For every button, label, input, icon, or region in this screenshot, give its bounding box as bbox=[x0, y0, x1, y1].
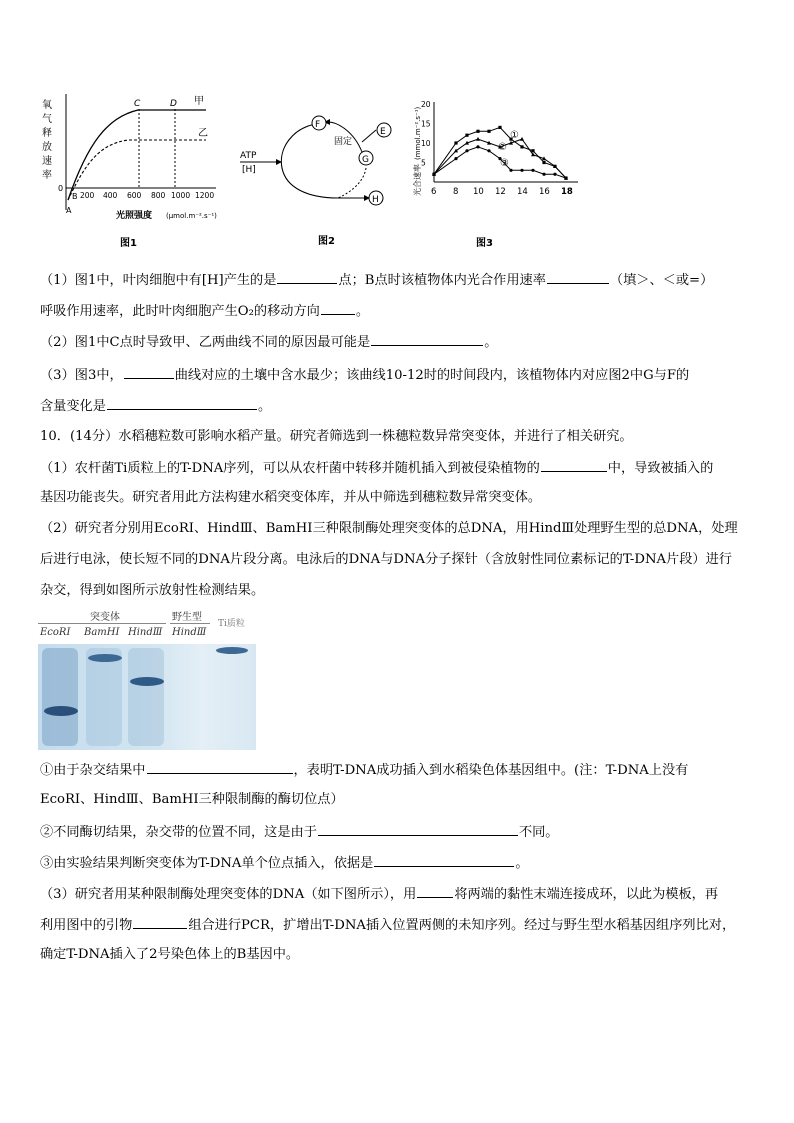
q9-text: 呼吸作用速率，此时叶肉细胞产生O₂的移动方向 bbox=[40, 304, 320, 319]
fig1-label-jia: 甲 bbox=[194, 96, 204, 107]
gel-lane3-label: HindⅢ bbox=[128, 627, 163, 638]
q10-intro: 10．(14分）水稻穗粒数可影响水稻产量。研究者筛选到一株穗粒数异常突变体，并进行了相关研究。 bbox=[40, 429, 633, 444]
fig3-xtick: 8 bbox=[453, 187, 459, 197]
q9-text: （3）图3中， bbox=[40, 368, 123, 383]
q10-s2-line3: 杂交，得到如图所示放射性检测结果。 bbox=[40, 583, 265, 598]
q10-a2-line bbox=[40, 822, 559, 842]
q9-text: 。 bbox=[484, 335, 498, 350]
fig3-xtick: 16 bbox=[539, 187, 550, 197]
fig3-ytick: 10 bbox=[421, 139, 431, 148]
fig1-xtick: 600 bbox=[127, 191, 142, 200]
fig3-ytick: 5 bbox=[421, 158, 426, 168]
q9-line-3 bbox=[40, 332, 497, 352]
fig3-point bbox=[487, 130, 490, 133]
fig1-xtick: 800 bbox=[151, 191, 166, 200]
q9-line-5 bbox=[40, 396, 271, 416]
q10-text: 利用图中的引物 bbox=[40, 918, 133, 933]
fig3-caption: 图3 bbox=[476, 238, 493, 249]
fig2-g: G bbox=[362, 155, 369, 165]
fig1-ylabel-6: 率 bbox=[42, 170, 52, 181]
answer-blank[interactable] bbox=[541, 458, 607, 472]
fig3-point bbox=[531, 169, 534, 172]
fig1-ylabel-4: 放 bbox=[42, 142, 52, 153]
fig1-ylabel bbox=[42, 98, 52, 181]
fig1-label-yi: 乙 bbox=[198, 128, 208, 139]
gel-lane3-smear bbox=[128, 648, 164, 746]
q10-s3-line1 bbox=[40, 884, 718, 904]
fig3-point bbox=[454, 157, 457, 160]
fig3-point bbox=[564, 177, 567, 180]
fig1-xunit: (μmol.m⁻².s⁻¹) bbox=[166, 212, 217, 220]
fig3-point bbox=[520, 145, 523, 148]
gel-lane4-label: HindⅢ bbox=[172, 627, 207, 638]
q9-text: 。 bbox=[355, 304, 370, 319]
answer-blank[interactable] bbox=[318, 822, 518, 836]
fig3-label-1: ① bbox=[510, 130, 519, 141]
gel-lane1-label: EcoRⅠ bbox=[40, 627, 71, 638]
answer-blank[interactable] bbox=[107, 396, 257, 410]
gel-wild-rule bbox=[170, 623, 210, 624]
fig2-h: [H] bbox=[242, 165, 256, 175]
gel-band-ecor1 bbox=[44, 706, 78, 716]
fig3-ylabel: 光合速率 bbox=[413, 164, 422, 196]
gel-band-bamh1 bbox=[88, 654, 122, 662]
q10-s3-line2 bbox=[40, 915, 735, 935]
fig1-point-a: A bbox=[66, 206, 72, 215]
fig1-ylabel-5: 速 bbox=[42, 156, 52, 167]
q10-text: ③由实验结果判断突变体为T-DNA单个位点插入，依据是 bbox=[40, 856, 374, 871]
fig3-point bbox=[520, 169, 523, 172]
fig3-point bbox=[542, 173, 545, 176]
gel-image bbox=[38, 644, 256, 750]
figure-1 bbox=[38, 92, 228, 220]
fig1-xtick: 200 bbox=[80, 191, 95, 200]
gel-lane1-smear bbox=[42, 648, 78, 746]
fig1-ylabel-3: 释 bbox=[42, 128, 52, 139]
fig3-xtick: 18 bbox=[561, 187, 573, 197]
fig3-point bbox=[476, 130, 479, 133]
fig3-point bbox=[454, 141, 457, 144]
answer-blank[interactable] bbox=[321, 301, 355, 315]
fig2-atp: ATP bbox=[240, 151, 257, 161]
gel-figure bbox=[38, 606, 260, 752]
fig3-yunit: (mmol.m⁻².s⁻¹) bbox=[414, 106, 422, 160]
q9-text: （2）图1中C点时导致甲、乙两曲线不同的原因最可能是 bbox=[40, 335, 371, 350]
gel-wild-label: 野生型 bbox=[172, 612, 202, 623]
answer-blank[interactable] bbox=[417, 884, 453, 898]
gel-ti-label: Ti质粒 bbox=[218, 619, 245, 629]
figure-3 bbox=[408, 98, 584, 210]
fig1-zero: 0 bbox=[58, 184, 64, 193]
fig3-point bbox=[553, 173, 556, 176]
fig2-e: E bbox=[380, 127, 386, 137]
q9-text: （1）图1中，叶肉细胞中有[H]产生的是 bbox=[40, 273, 277, 288]
answer-blank[interactable] bbox=[374, 853, 514, 867]
q10-text: 中，导致被插入的 bbox=[607, 461, 714, 476]
fig1-xlabel: 光照强度 bbox=[116, 211, 153, 220]
q10-text: （1）农杆菌Ti质粒上的T-DNA序列，可以从农杆菌中转移并随机插入到被侵染植物的 bbox=[40, 461, 540, 476]
fig3-point bbox=[476, 137, 480, 141]
fig3-ytick: 20 bbox=[421, 100, 431, 109]
gel-mutant-label: 突变体 bbox=[90, 612, 120, 623]
q10-text: ，表明T-DNA成功插入到水稻染色体基因组中。(注：T-DNA上没有 bbox=[293, 763, 689, 778]
q10-s1-line2: 基因功能丧失。研究者用此方法构建水稻突变体库，并从中筛选到穗粒数异常突变体。 bbox=[40, 490, 542, 505]
fig2-caption: 图2 bbox=[318, 236, 335, 247]
fig2-f: F bbox=[315, 120, 321, 130]
q10-a1-line2: EcoRⅠ、HindⅢ、BamHⅠ三种限制酶的酶切位点） bbox=[40, 792, 344, 807]
fig2-fix: 固定 bbox=[334, 137, 353, 147]
fig1-point-b: B bbox=[72, 192, 78, 201]
q10-s3-line3: 确定T-DNA插入了2号染色体上的B基因中。 bbox=[40, 947, 300, 962]
fig3-xtick: 14 bbox=[517, 187, 528, 197]
fig2-cycle-solid bbox=[281, 124, 366, 198]
fig1-xtick: 1200 bbox=[195, 191, 215, 200]
q10-text: 将两端的黏性末端连接成环，以此为模板，再 bbox=[454, 887, 719, 902]
fig1-curve-jia bbox=[68, 110, 206, 200]
q9-line-1 bbox=[40, 270, 713, 290]
fig3-point bbox=[476, 145, 479, 148]
q10-text: 组合进行PCR，扩增出T-DNA插入位置两侧的未知序列。经过与野生型水稻基因组序列比对， bbox=[188, 918, 736, 933]
fig3-ytick: 15 bbox=[421, 119, 431, 129]
q9-text: 。 bbox=[257, 399, 272, 414]
q9-text: 曲线对应的土壤中含水最少；该曲线10-12时的时间段内，该植物体内对应图2中G与F的 bbox=[174, 368, 690, 383]
q10-text: ①由于杂交结果中 bbox=[40, 763, 146, 778]
q9-line-4 bbox=[40, 365, 689, 385]
gel-mutant-rule bbox=[38, 623, 166, 624]
fig3-point bbox=[531, 149, 534, 152]
gel-lane2-smear bbox=[86, 648, 122, 746]
fig1-ylabel-2: 气 bbox=[42, 114, 52, 125]
answer-blank[interactable] bbox=[147, 760, 293, 774]
q10-text: ②不同酶切结果，杂交带的位置不同，这是由于 bbox=[40, 825, 317, 840]
fig1-caption: 图1 bbox=[120, 238, 137, 249]
q9-line-2 bbox=[40, 301, 369, 321]
fig2-cycle-dashed bbox=[338, 168, 366, 198]
fig1-point-d: D bbox=[170, 99, 177, 109]
fig3-point bbox=[520, 137, 524, 141]
q9-text: （填＞、＜或=） bbox=[609, 273, 714, 288]
answer-blank[interactable] bbox=[124, 365, 174, 379]
q9-text: 点；B点时该植物体内光合作用速率 bbox=[338, 273, 546, 288]
fig1-xtick: 1000 bbox=[171, 191, 191, 200]
fig3-point bbox=[465, 149, 468, 152]
q10-s2-line2: 后进行电泳，使长短不同的DNA片段分离。电泳后的DNA与DNA分子探针（含放射性同位素标记的T-DNA片段）进行 bbox=[40, 552, 732, 567]
fig3-label-3: ③ bbox=[500, 158, 509, 169]
fig3-xtick: 10 bbox=[473, 187, 484, 197]
fig3-point bbox=[542, 161, 545, 164]
q10-text: 不同。 bbox=[518, 825, 559, 840]
gel-band-hind3 bbox=[130, 677, 164, 686]
figure-2 bbox=[238, 108, 398, 212]
q10-a1-line1 bbox=[40, 760, 688, 780]
fig1-ylabel-1: 氧 bbox=[42, 100, 52, 111]
q10-s1-line1 bbox=[40, 458, 713, 478]
gel-band-ti bbox=[216, 647, 248, 654]
q9-text: 含量变化是 bbox=[40, 399, 106, 414]
q10-text: （3）研究者用某种限制酶处理突变体的DNA（如下图所示），用 bbox=[40, 887, 417, 902]
answer-blank[interactable] bbox=[277, 270, 337, 284]
fig3-xtick: 12 bbox=[495, 187, 506, 197]
answer-blank[interactable] bbox=[371, 332, 483, 346]
fig3-label-2: ② bbox=[498, 142, 507, 153]
fig2-e-arrow bbox=[362, 130, 376, 142]
answer-blank[interactable] bbox=[547, 270, 609, 284]
q10-text: 。 bbox=[515, 856, 529, 871]
answer-blank[interactable] bbox=[133, 915, 187, 929]
fig1-xtick: 400 bbox=[103, 191, 118, 200]
fig3-point bbox=[487, 149, 490, 152]
fig3-point bbox=[509, 169, 512, 172]
fig3-point bbox=[465, 134, 468, 137]
fig2-hh: H bbox=[372, 195, 379, 205]
fig3-point bbox=[498, 126, 501, 129]
q10-a3-line bbox=[40, 853, 529, 873]
fig3-xtick: 6 bbox=[431, 187, 437, 197]
gel-lane2-label: BamHⅠ bbox=[84, 627, 120, 638]
q10-s2-line1: （2）研究者分别用EcoRⅠ、HindⅢ、BamHⅠ三种限制酶处理突变体的总DNA，用HindⅢ处理野生型的总DNA，处理 bbox=[40, 521, 738, 536]
fig1-point-c: C bbox=[134, 99, 141, 109]
fig3-point bbox=[432, 173, 435, 176]
fig3-point bbox=[454, 149, 458, 153]
